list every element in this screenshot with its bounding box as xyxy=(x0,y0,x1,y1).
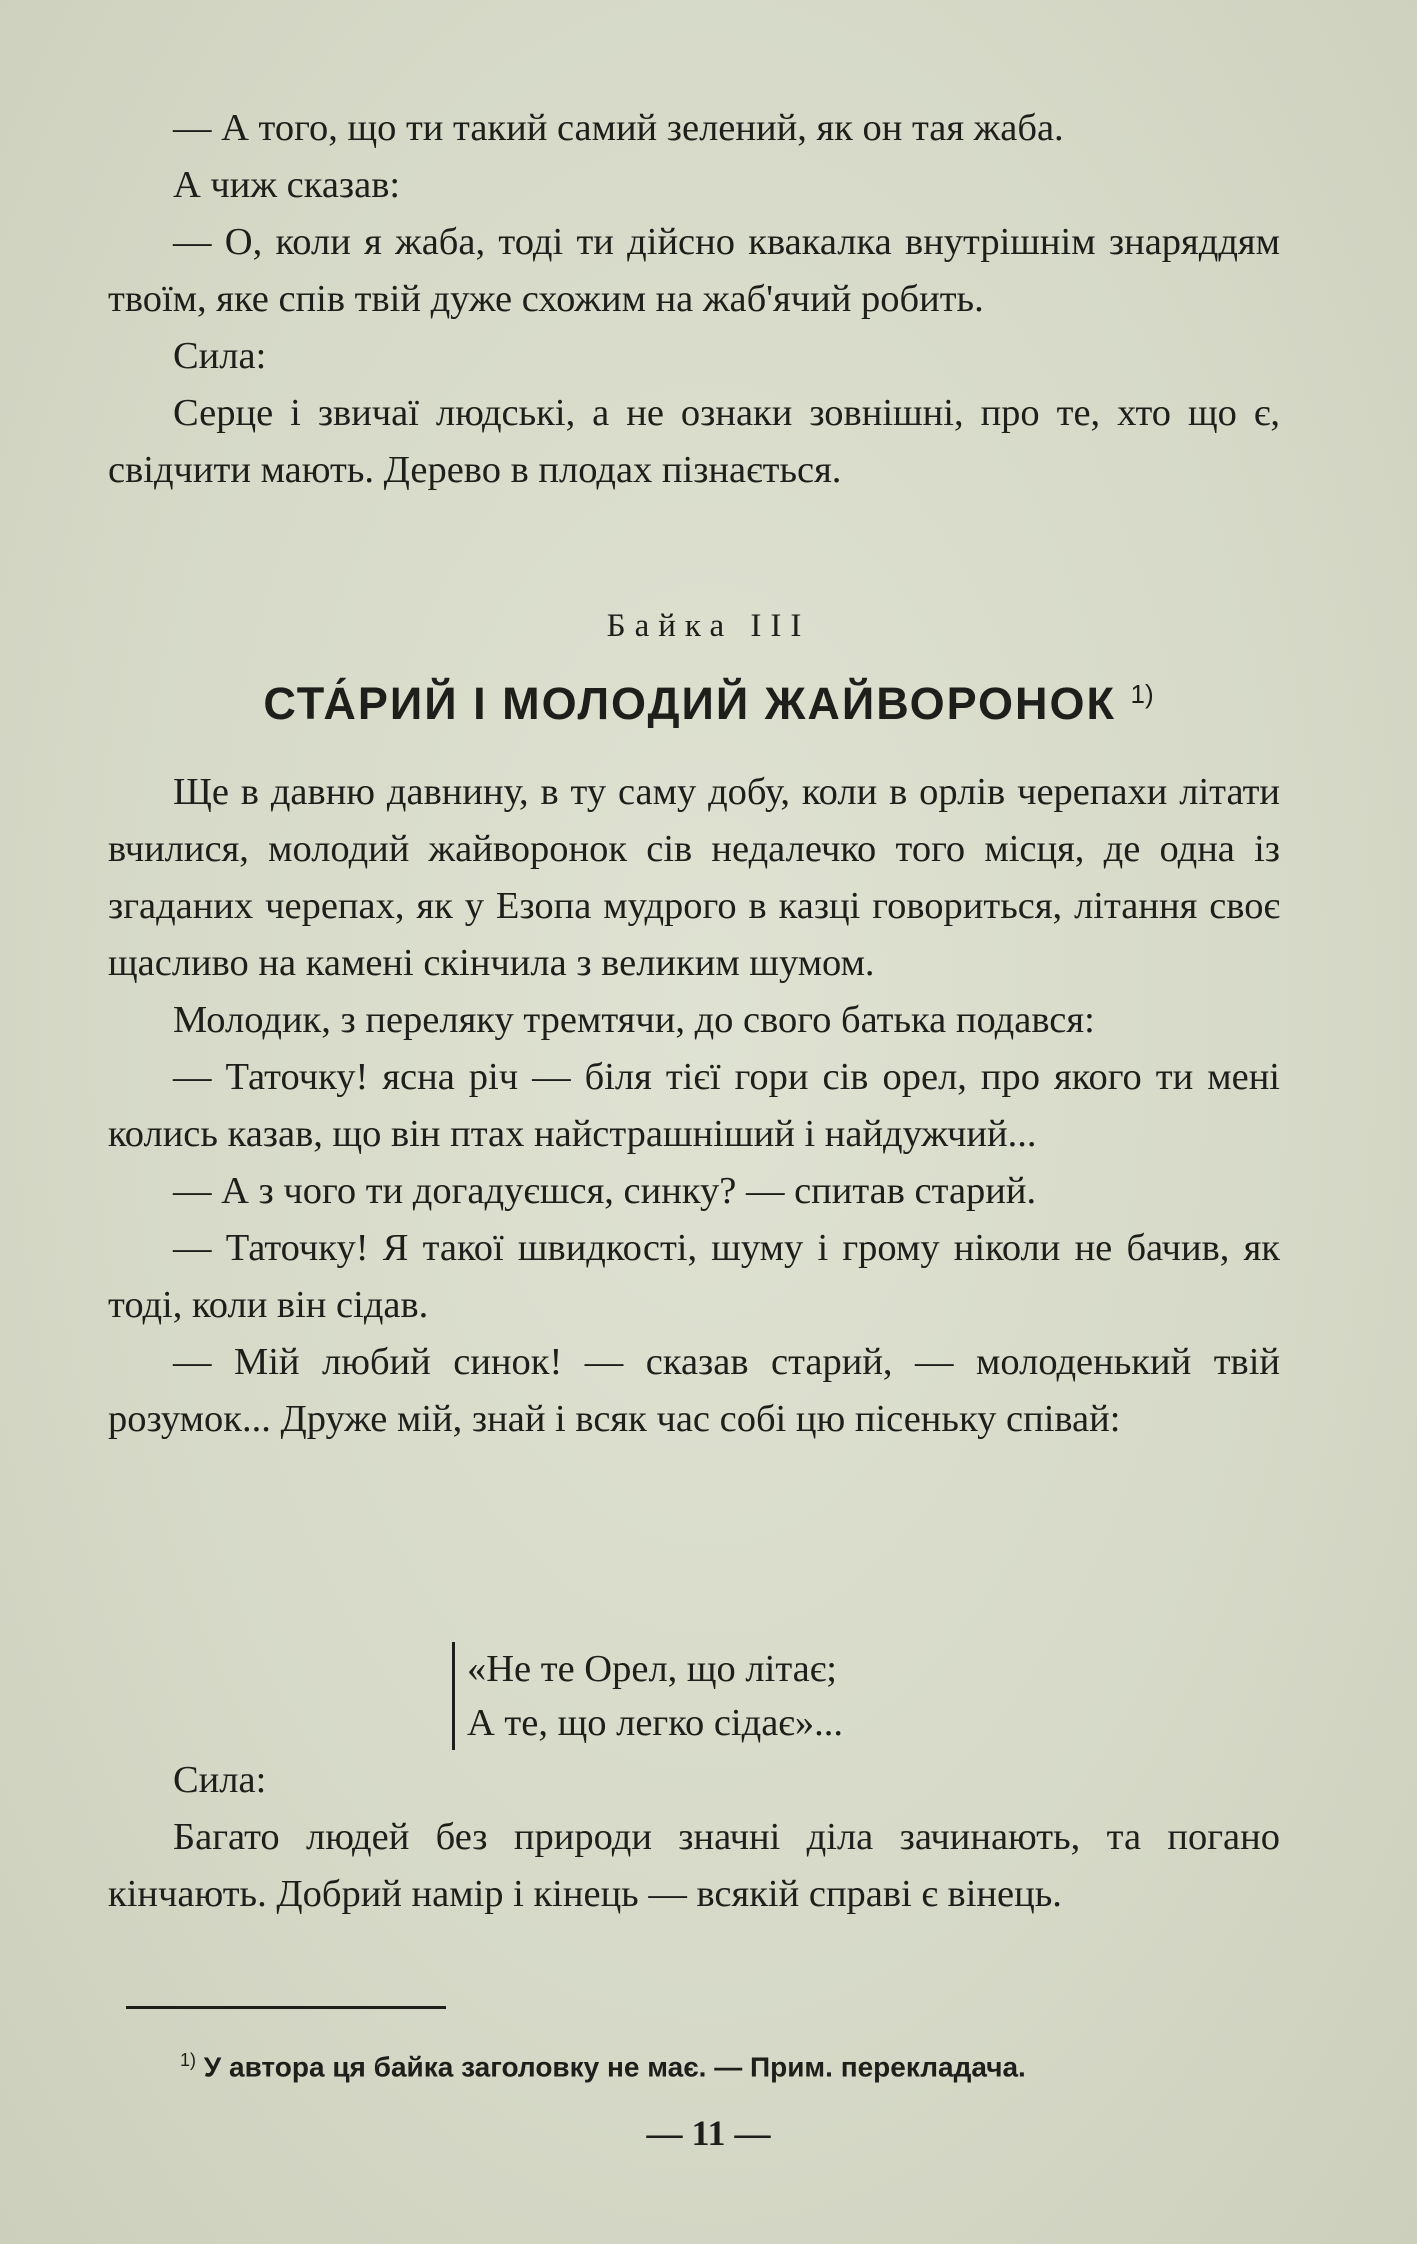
dialogue-paragraph: — А з чого ти догадуєшся, синку? — спитав старий. xyxy=(173,1170,1037,1212)
dialogue-line: — А того, що ти такий самий зелений, як он тая жаба. xyxy=(173,107,1064,149)
moral-block xyxy=(108,1752,1280,1923)
footnote-text: У автора ця байка заголовку не має. — Прим. перекладача. xyxy=(203,2051,1026,2083)
moral-text: Серце і звичаї людські, а не ознаки зовнішні, про те, хто що є, свідчити мають. Дерево в плодах пізнається. xyxy=(108,392,1280,491)
moral-label: Сила: xyxy=(173,335,267,377)
top-block xyxy=(108,100,1280,499)
fable-title-text: СТА́РИЙ І МОЛОДИЙ ЖАЙВОРОНОК xyxy=(263,678,1116,729)
fable-number: Байка III xyxy=(606,608,811,644)
footnote-marker: 1) xyxy=(1130,679,1154,709)
body-paragraph: Молодик, з переляку тремтячи, до свого батька подався: xyxy=(173,999,1095,1041)
dialogue-paragraph: — Мій любий синок! — сказав старий, — молоденький твій розумок... Друже мій, знай і всяк час собі цю пісеньку співай: xyxy=(108,1341,1280,1440)
footnote-mark: 1) xyxy=(180,2050,197,2070)
fable-body xyxy=(108,764,1280,1448)
verse-line: А те, що легко сідає»... xyxy=(467,1702,843,1744)
dialogue-paragraph: — Таточку! Я такої швидкості, шуму і грому ніколи не бачив, як тоді, коли він сідав. xyxy=(108,1227,1280,1326)
moral-text: Багато людей без природи значні діла зачинають, та погано кінчають. Добрий намір і кінець — всякій справі є вінець. xyxy=(108,1816,1280,1915)
verse-line: «Не те Орел, що літає; xyxy=(467,1648,837,1690)
footnote xyxy=(180,2040,1280,2087)
page-number: — 11 — xyxy=(646,2113,771,2153)
moral-label: Сила: xyxy=(173,1759,267,1801)
dialogue-paragraph: — О, коли я жаба, тоді ти дійсно квакалка внутрішнім знаряддям твоїм, яке спів твій дуже схожим на жаб'ячий робить. xyxy=(108,221,1280,320)
footnote-divider xyxy=(126,2006,446,2009)
fable-title xyxy=(0,678,1417,730)
body-paragraph: Ще в давню давнину, в ту саму добу, коли в орлів черепахи літати вчилися, молодий жайворонок сів недалечко того місця, де одна із згаданих черепах, як у Езопа мудрого в казці говориться, літання своє щасливо на камені скінчила з великим шумом. xyxy=(108,771,1280,984)
dialogue-paragraph: — Таточку! ясна річ — біля тієї гори сів орел, про якого ти мені колись казав, що він птах найстрашніший і найдужчий... xyxy=(108,1056,1280,1155)
narration-line: А чиж сказав: xyxy=(173,164,401,206)
verse-block xyxy=(452,1642,843,1750)
